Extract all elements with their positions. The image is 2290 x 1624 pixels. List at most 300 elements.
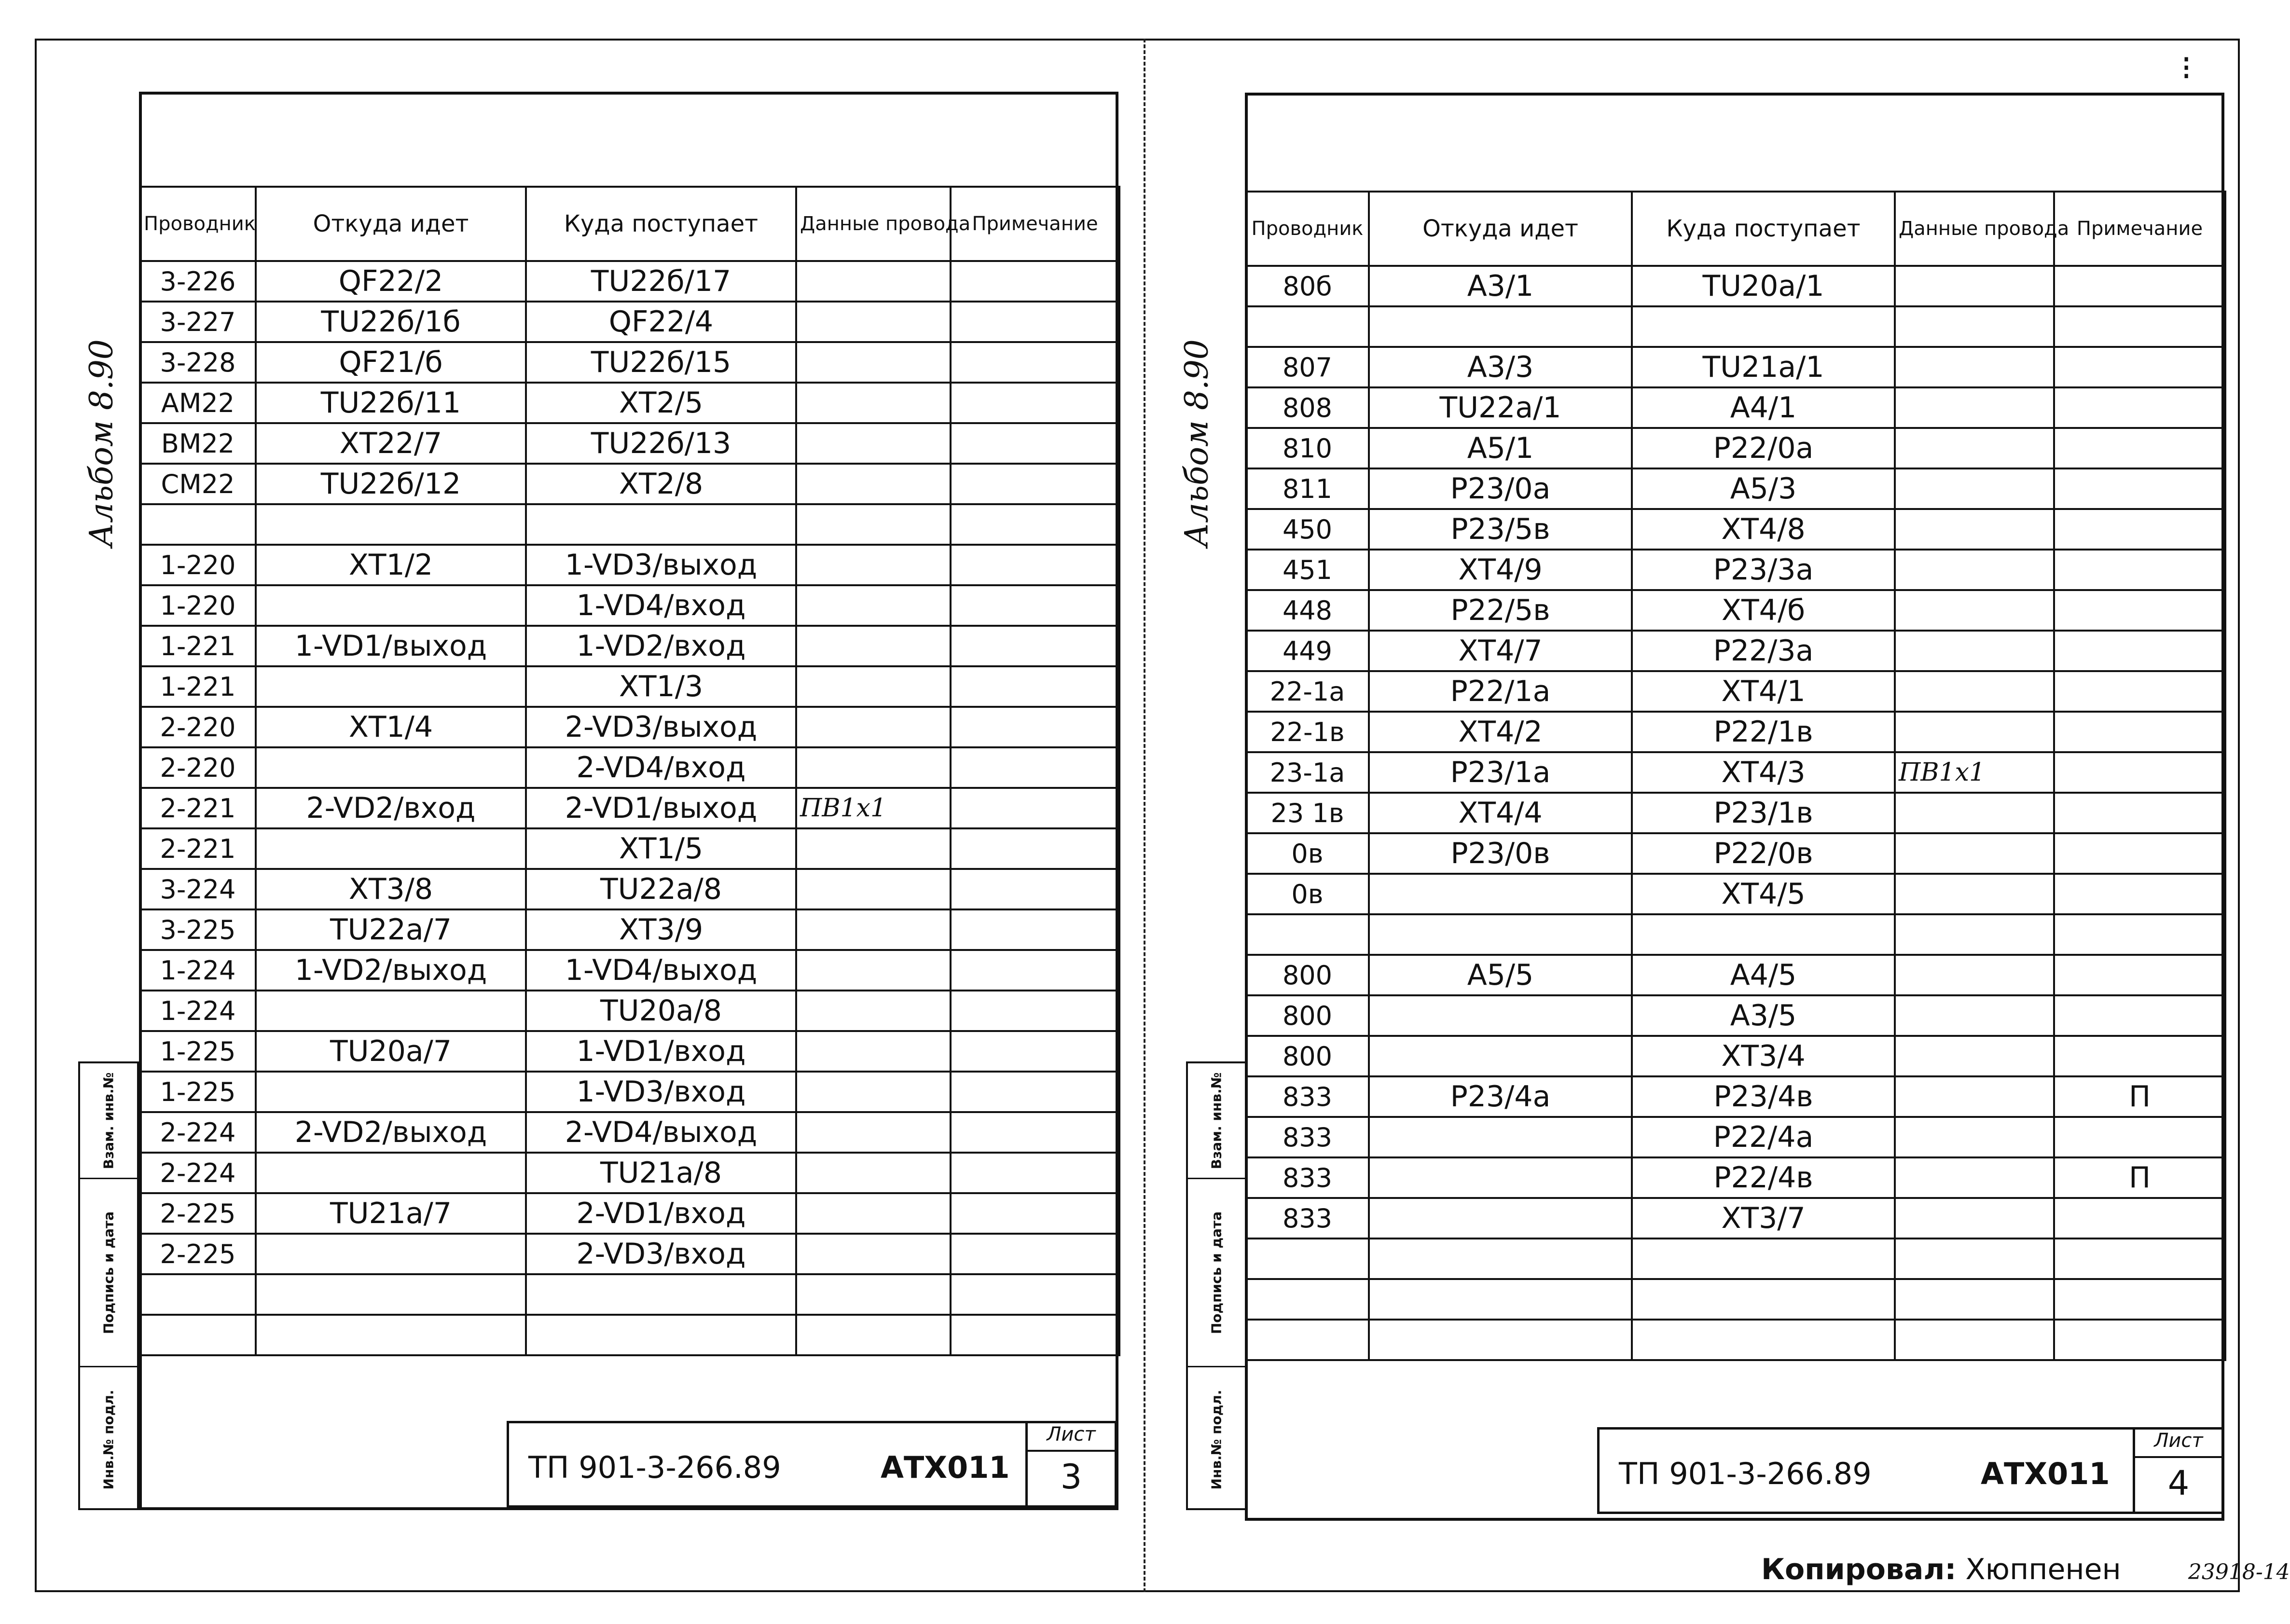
cell-note <box>2054 712 2225 752</box>
table-row <box>1246 266 2225 306</box>
table-row <box>140 666 1119 707</box>
cell-note <box>2054 509 2225 550</box>
cell-note <box>951 1153 1119 1193</box>
cell-to: 2-VD3/выход <box>526 707 796 747</box>
cell-from: ХТ4/7 <box>1369 631 1632 671</box>
cell-conductor: 2-220 <box>140 747 256 788</box>
table-row <box>140 707 1119 747</box>
table-row <box>140 1315 1119 1355</box>
cell-note <box>951 585 1119 626</box>
cell-wire-data <box>1895 833 2054 874</box>
cell-from <box>1369 1279 1632 1320</box>
cell-to: ХТ4/5 <box>1632 874 1895 914</box>
table-row <box>1246 306 2225 347</box>
cell-conductor: 800 <box>1246 955 1369 995</box>
cell-wire-data <box>796 1315 951 1355</box>
cell-conductor: 0в <box>1246 874 1369 914</box>
album-label-left: Альбом 8.90 <box>83 339 120 547</box>
table-row <box>140 342 1119 383</box>
cell-wire-data <box>1895 428 2054 468</box>
cell-from: А3/1 <box>1369 266 1632 306</box>
cell-wire-data <box>1895 1239 2054 1279</box>
cell-to: ХТ1/5 <box>526 828 796 869</box>
header-to: Куда поступает <box>1632 192 1895 266</box>
cell-note <box>2054 1279 2225 1320</box>
cell-to: ХТ2/8 <box>526 464 796 504</box>
cell-wire-data <box>796 1274 951 1315</box>
cell-conductor <box>1246 1279 1369 1320</box>
cell-note <box>951 666 1119 707</box>
cell-note <box>951 991 1119 1031</box>
table-row <box>1246 1239 2225 1279</box>
cell-to: ХТ3/7 <box>1632 1198 1895 1239</box>
cell-conductor: 22-1а <box>1246 671 1369 712</box>
cell-from: ТU20а/7 <box>256 1031 526 1072</box>
cell-to: 2-VD1/выход <box>526 788 796 828</box>
cell-wire-data <box>796 666 951 707</box>
cell-to: Р22/4в <box>1632 1157 1895 1198</box>
table-row <box>140 950 1119 991</box>
cell-note <box>2054 1036 2225 1076</box>
cell-from <box>256 666 526 707</box>
cell-wire-data <box>796 1153 951 1193</box>
table-row <box>140 626 1119 666</box>
cell-note <box>2054 631 2225 671</box>
cell-to: Р22/1в <box>1632 712 1895 752</box>
sheet-number-box <box>1025 1423 1115 1505</box>
cell-to <box>1632 1239 1895 1279</box>
cell-to: ТU22б/15 <box>526 342 796 383</box>
cell-wire-data <box>1895 671 2054 712</box>
cell-to: ТU20а/8 <box>526 991 796 1031</box>
cell-conductor: 2-221 <box>140 788 256 828</box>
table-row <box>1246 468 2225 509</box>
cell-note <box>951 1031 1119 1072</box>
cell-conductor: 1-221 <box>140 626 256 666</box>
cell-wire-data <box>1895 1279 2054 1320</box>
stamp-label: Взам. инв.№ <box>100 1072 117 1169</box>
cell-note <box>951 342 1119 383</box>
cell-from <box>256 1274 526 1315</box>
cell-wire-data: ПВ1х1 <box>1895 752 2054 793</box>
table-row <box>140 1112 1119 1153</box>
cell-conductor: 451 <box>1246 550 1369 590</box>
sheet-label: Лист <box>1028 1423 1115 1452</box>
cell-conductor: 3-227 <box>140 302 256 342</box>
cell-note <box>951 1193 1119 1234</box>
table-row <box>140 991 1119 1031</box>
document-code: АТХ011 <box>1981 1456 2110 1491</box>
cell-wire-data <box>1895 995 2054 1036</box>
cell-from: ХТ4/4 <box>1369 793 1632 833</box>
cell-from <box>1369 1320 1632 1360</box>
table-row <box>1246 631 2225 671</box>
cell-conductor <box>1246 1239 1369 1279</box>
cell-wire-data <box>796 950 951 991</box>
cell-from: Р23/0а <box>1369 468 1632 509</box>
cell-note <box>2054 468 2225 509</box>
cell-wire-data <box>1895 874 2054 914</box>
table-row <box>1246 428 2225 468</box>
cell-wire-data <box>1895 1320 2054 1360</box>
cell-conductor: 2-225 <box>140 1234 256 1274</box>
cell-note <box>951 1274 1119 1315</box>
cell-from <box>1369 1198 1632 1239</box>
cell-wire-data <box>796 626 951 666</box>
cell-from: А5/5 <box>1369 955 1632 995</box>
stamp-right <box>1186 1061 1247 1510</box>
cell-conductor: 2-220 <box>140 707 256 747</box>
stamp-left <box>78 1061 139 1510</box>
cell-wire-data <box>1895 387 2054 428</box>
cell-to <box>1632 306 1895 347</box>
cell-to: Р22/3а <box>1632 631 1895 671</box>
cell-wire-data <box>796 707 951 747</box>
cell-note <box>2054 1320 2225 1360</box>
cell-note <box>2054 1198 2225 1239</box>
cell-from <box>1369 914 1632 955</box>
cell-wire-data: ПВ1х1 <box>796 788 951 828</box>
cell-note <box>2054 306 2225 347</box>
cell-wire-data <box>796 464 951 504</box>
cell-note <box>951 261 1119 302</box>
cell-from: 1-VD2/выход <box>256 950 526 991</box>
table-row <box>140 1274 1119 1315</box>
cell-wire-data <box>796 585 951 626</box>
cell-conductor: 1-220 <box>140 585 256 626</box>
cell-wire-data <box>1895 914 2054 955</box>
cell-conductor: 80б <box>1246 266 1369 306</box>
cell-conductor: 1-220 <box>140 545 256 585</box>
project-code: ТП 901-3-266.89 <box>1619 1456 1872 1491</box>
cell-to: ХТ4/1 <box>1632 671 1895 712</box>
cell-wire-data <box>796 991 951 1031</box>
cell-wire-data <box>1895 793 2054 833</box>
corner-mark: ⁝ <box>2181 48 2192 88</box>
table-row <box>1246 1279 2225 1320</box>
cell-to: ТU20а/1 <box>1632 266 1895 306</box>
table-row <box>140 383 1119 423</box>
cell-note <box>2054 874 2225 914</box>
table-row <box>1246 995 2225 1036</box>
cell-from: ТU22а/7 <box>256 909 526 950</box>
cell-note <box>951 1072 1119 1112</box>
cell-conductor: 810 <box>1246 428 1369 468</box>
sheet-number-box <box>2133 1430 2222 1512</box>
cell-to: 1-VD3/выход <box>526 545 796 585</box>
table-row <box>140 585 1119 626</box>
header-from: Откуда идет <box>1369 192 1632 266</box>
cell-conductor: 23-1а <box>1246 752 1369 793</box>
cell-conductor: 3-224 <box>140 869 256 909</box>
cell-from: Р23/4а <box>1369 1076 1632 1117</box>
cell-to <box>526 1274 796 1315</box>
copy-note <box>1761 1553 2290 1586</box>
cell-conductor: 450 <box>1246 509 1369 550</box>
cell-from <box>1369 1117 1632 1157</box>
cell-wire-data <box>796 828 951 869</box>
sheet-number: 4 <box>2167 1463 2190 1503</box>
copy-number: 23918-14 <box>2188 1560 2290 1584</box>
cell-to: 2-VD4/вход <box>526 747 796 788</box>
cell-wire-data <box>1895 468 2054 509</box>
cell-conductor: 22-1в <box>1246 712 1369 752</box>
cell-to: ХТ1/3 <box>526 666 796 707</box>
table-row <box>1246 874 2225 914</box>
cell-wire-data <box>796 1234 951 1274</box>
cell-wire-data <box>796 1072 951 1112</box>
cell-from: ТU21а/7 <box>256 1193 526 1234</box>
cell-conductor <box>1246 914 1369 955</box>
cell-note <box>2054 793 2225 833</box>
cell-to: 2-VD1/вход <box>526 1193 796 1234</box>
cell-conductor: 448 <box>1246 590 1369 631</box>
cell-wire-data <box>796 504 951 545</box>
cell-note <box>951 626 1119 666</box>
stamp-label: Инв.№ подл. <box>100 1390 117 1490</box>
cell-to: Р23/3а <box>1632 550 1895 590</box>
cell-to: А4/5 <box>1632 955 1895 995</box>
cell-from <box>256 1153 526 1193</box>
cell-note: П <box>2054 1076 2225 1117</box>
cell-to: ХТ4/8 <box>1632 509 1895 550</box>
cell-conductor: 811 <box>1246 468 1369 509</box>
header-note: Примечание <box>2054 192 2225 266</box>
cell-note <box>951 423 1119 464</box>
cell-wire-data <box>796 1031 951 1072</box>
cell-note <box>951 828 1119 869</box>
cell-conductor <box>140 504 256 545</box>
cell-wire-data <box>1895 1076 2054 1117</box>
cell-conductor: 0в <box>1246 833 1369 874</box>
cell-from <box>1369 1157 1632 1198</box>
cell-from: Р22/1а <box>1369 671 1632 712</box>
cell-note <box>951 464 1119 504</box>
cell-conductor: 2-221 <box>140 828 256 869</box>
cell-wire-data <box>796 869 951 909</box>
cell-note <box>951 302 1119 342</box>
table-row <box>1246 793 2225 833</box>
cell-conductor: 1-224 <box>140 950 256 991</box>
cell-from <box>1369 1239 1632 1279</box>
cell-from <box>256 828 526 869</box>
cell-to: Р23/4в <box>1632 1076 1895 1117</box>
cell-note <box>951 1112 1119 1153</box>
cell-to: А5/3 <box>1632 468 1895 509</box>
header-conductor: Проводник <box>1246 192 1369 266</box>
header-wire-data: Данные провода <box>1895 192 2054 266</box>
cell-conductor: 833 <box>1246 1198 1369 1239</box>
cell-from: ХТ1/2 <box>256 545 526 585</box>
cell-to: 1-VD2/вход <box>526 626 796 666</box>
table-row <box>1246 1036 2225 1076</box>
copied-label: Копировал: <box>1761 1553 1957 1586</box>
stamp-label: Инв.№ подл. <box>1208 1390 1225 1490</box>
cell-to: ТU22б/13 <box>526 423 796 464</box>
cell-to: 2-VD3/вход <box>526 1234 796 1274</box>
cell-note: П <box>2054 1157 2225 1198</box>
table-row <box>140 1153 1119 1193</box>
table-row <box>140 302 1119 342</box>
cell-conductor: 1-224 <box>140 991 256 1031</box>
cell-note <box>2054 833 2225 874</box>
cell-conductor: 3-226 <box>140 261 256 302</box>
cell-conductor: ВМ22 <box>140 423 256 464</box>
cell-from <box>256 504 526 545</box>
cell-to: Р22/0в <box>1632 833 1895 874</box>
cell-to: 1-VD4/вход <box>526 585 796 626</box>
cell-to: Р22/0а <box>1632 428 1895 468</box>
cell-from: QF21/б <box>256 342 526 383</box>
table-row <box>140 909 1119 950</box>
table-row <box>1246 1117 2225 1157</box>
cell-wire-data <box>1895 1198 2054 1239</box>
cell-to <box>1632 1320 1895 1360</box>
cell-conductor <box>140 1274 256 1315</box>
cell-conductor: 1-221 <box>140 666 256 707</box>
table-row <box>140 747 1119 788</box>
table-row <box>140 828 1119 869</box>
cell-note <box>951 869 1119 909</box>
cell-to <box>1632 914 1895 955</box>
cell-to: 1-VD3/вход <box>526 1072 796 1112</box>
cell-note <box>951 1234 1119 1274</box>
cell-from <box>256 1315 526 1355</box>
cell-from: 1-VD1/выход <box>256 626 526 666</box>
cell-from: 2-VD2/вход <box>256 788 526 828</box>
table-row <box>1246 590 2225 631</box>
table-row <box>140 464 1119 504</box>
cell-conductor: 800 <box>1246 995 1369 1036</box>
cell-wire-data <box>796 302 951 342</box>
cell-conductor: 808 <box>1246 387 1369 428</box>
header-to: Куда поступает <box>526 187 796 261</box>
cell-wire-data <box>1895 550 2054 590</box>
cell-note <box>2054 752 2225 793</box>
cell-from: ХТ3/8 <box>256 869 526 909</box>
cell-to: ТU21а/8 <box>526 1153 796 1193</box>
table-row <box>140 1234 1119 1274</box>
cell-from <box>256 1234 526 1274</box>
cell-conductor <box>1246 306 1369 347</box>
document-code: АТХ011 <box>881 1450 1010 1485</box>
cell-to: ТU21а/1 <box>1632 347 1895 387</box>
cell-to: ХТ4/б <box>1632 590 1895 631</box>
header-note: Примечание <box>951 187 1119 261</box>
cell-note <box>951 545 1119 585</box>
cell-wire-data <box>796 383 951 423</box>
cell-to: QF22/4 <box>526 302 796 342</box>
table-row <box>1246 1076 2225 1117</box>
stamp-label: Подпись и дата <box>1208 1211 1225 1334</box>
table-row <box>140 1031 1119 1072</box>
table-row <box>1246 1198 2225 1239</box>
cell-note <box>2054 1239 2225 1279</box>
cell-from: ТU22б/11 <box>256 383 526 423</box>
cell-from: Р23/1а <box>1369 752 1632 793</box>
cell-from: ХТ1/4 <box>256 707 526 747</box>
cell-note <box>2054 995 2225 1036</box>
cell-from <box>256 991 526 1031</box>
cell-conductor: 833 <box>1246 1157 1369 1198</box>
cell-note <box>951 747 1119 788</box>
cell-wire-data <box>796 1193 951 1234</box>
cell-note <box>951 1315 1119 1355</box>
cell-wire-data <box>1895 1117 2054 1157</box>
cell-conductor: 3-228 <box>140 342 256 383</box>
cell-to: Р23/1в <box>1632 793 1895 833</box>
cell-from <box>1369 306 1632 347</box>
table-row <box>1246 387 2225 428</box>
cell-note <box>2054 914 2225 955</box>
cell-from <box>1369 995 1632 1036</box>
cell-wire-data <box>796 747 951 788</box>
cell-note <box>2054 428 2225 468</box>
cell-note <box>2054 955 2225 995</box>
header-wire-data: Данные провода <box>796 187 951 261</box>
cell-to: 2-VD4/выход <box>526 1112 796 1153</box>
cell-conductor: 2-225 <box>140 1193 256 1234</box>
cell-from <box>256 1072 526 1112</box>
cell-note <box>951 383 1119 423</box>
cell-conductor: 449 <box>1246 631 1369 671</box>
project-code: ТП 901-3-266.89 <box>528 1450 781 1485</box>
cell-wire-data <box>1895 1036 2054 1076</box>
cell-to: ХТ4/3 <box>1632 752 1895 793</box>
table-row <box>1246 1157 2225 1198</box>
table-row <box>1246 347 2225 387</box>
cell-wire-data <box>796 342 951 383</box>
table-row <box>1246 955 2225 995</box>
sheet-label: Лист <box>2135 1430 2222 1458</box>
cell-conductor: 3-225 <box>140 909 256 950</box>
table-row <box>140 1193 1119 1234</box>
cell-conductor: 2-224 <box>140 1153 256 1193</box>
cell-wire-data <box>1895 590 2054 631</box>
cell-conductor: 1-225 <box>140 1031 256 1072</box>
cell-from: Р23/0в <box>1369 833 1632 874</box>
table-row <box>1246 1320 2225 1360</box>
cell-conductor <box>1246 1320 1369 1360</box>
title-block-left <box>507 1421 1117 1508</box>
cell-conductor: 833 <box>1246 1076 1369 1117</box>
cell-from: ХТ4/2 <box>1369 712 1632 752</box>
cell-from: Р22/5в <box>1369 590 1632 631</box>
wiring-table-left <box>139 186 1120 1356</box>
cell-to: ХТ3/9 <box>526 909 796 950</box>
cell-from: А3/3 <box>1369 347 1632 387</box>
cell-note <box>2054 1117 2225 1157</box>
cell-from <box>1369 1036 1632 1076</box>
cell-from <box>256 585 526 626</box>
title-block-right <box>1597 1427 2224 1514</box>
cell-conductor: 2-224 <box>140 1112 256 1153</box>
cell-conductor: 1-225 <box>140 1072 256 1112</box>
cell-wire-data <box>796 1112 951 1153</box>
cell-from <box>256 747 526 788</box>
table-row <box>1246 752 2225 793</box>
cell-to: А4/1 <box>1632 387 1895 428</box>
cell-wire-data <box>1895 306 2054 347</box>
cell-conductor: 807 <box>1246 347 1369 387</box>
wiring-table-right <box>1245 191 2226 1361</box>
cell-to: ТU22а/8 <box>526 869 796 909</box>
cell-note <box>2054 550 2225 590</box>
cell-wire-data <box>1895 509 2054 550</box>
cell-conductor: 23 1в <box>1246 793 1369 833</box>
cell-conductor: 800 <box>1246 1036 1369 1076</box>
table-row <box>1246 914 2225 955</box>
